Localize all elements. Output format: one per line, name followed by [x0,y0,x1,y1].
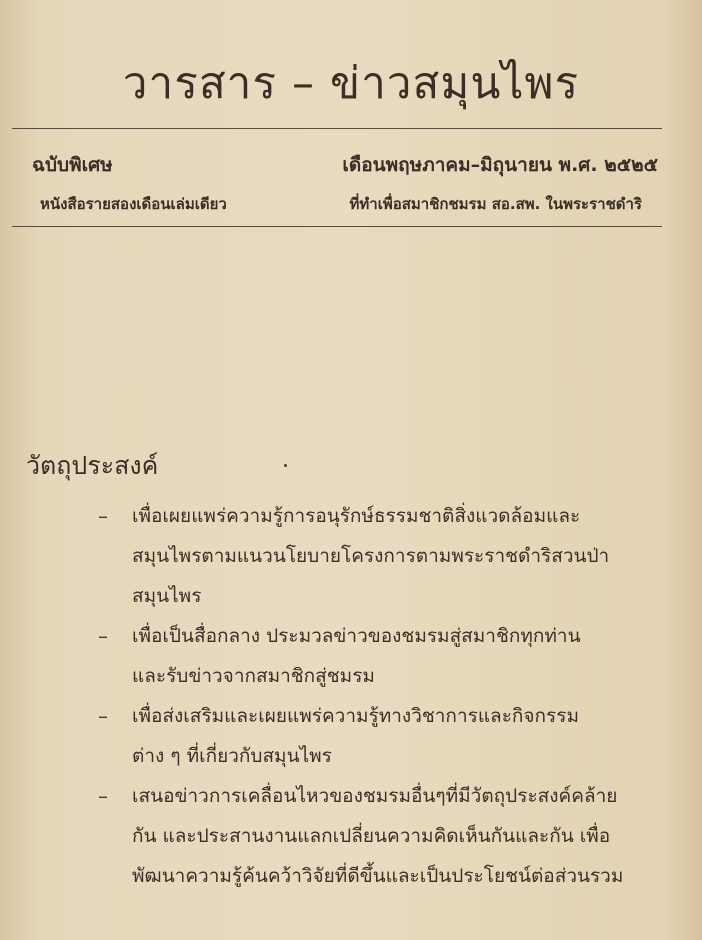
objective-item [0,696,702,776]
bullet-dash: – [98,784,108,808]
objectives-heading: วัตถุประสงค์ [26,451,159,480]
header-bottom-rule [12,226,662,227]
objective-line: เพื่อเป็นสื่อกลาง ประมวลข่าวของชมรมสู่สมาชิกทุกท่าน [132,625,581,647]
objective-line: เสนอข่าวการเคลื่อนไหวของชมรมอื่นๆที่มีวัตถุประสงค์คล้าย [132,785,618,807]
objective-line: เพื่อเผยแพร่ความรู้การอนุรักษ์ธรรมชาติสิ่งแวดล้อมและ [132,505,581,527]
publication-info-row [26,192,666,216]
newsletter-title: วารสาร – ข่าวสมุนไพร [122,58,580,109]
issue-date: เดือนพฤษภาคม–มิถุนายน พ.ศ. ๒๕๒๕ [342,154,658,176]
objective-item [0,496,702,616]
objective-line: สมุนไพรตามแนวนโยบายโครงการตามพระราชดำริสวนป่า [132,545,610,567]
bullet-dash: – [98,624,108,648]
frequency-note: หนังสือรายสองเดือนเล่มเดียว [40,195,227,213]
publisher-note: ที่ทำเพื่อสมาชิกชมรม สอ.สพ. ในพระราชดำริ [349,195,642,213]
bullet-dash: – [98,704,108,728]
objective-item [0,776,702,896]
objective-line: กัน และประสานงานแลกเปลี่ยนความคิดเห็นกันและกัน เพื่อ [132,825,611,847]
header-top-rule [12,128,662,129]
objective-line: พัฒนาความรู้ค้นคว้าวิจัยที่ดีขึ้นและเป็นประโยชน์ต่อส่วนรวม [132,865,624,887]
objectives-list [0,496,702,896]
objective-line: ต่าง ๆ ที่เกี่ยวกับสมุนไพร [132,745,332,767]
objective-line: และรับข่าวจากสมาชิกสู่ชมรม [132,665,375,687]
stray-mark [284,464,287,467]
objective-line: เพื่อส่งเสริมและเผยแพร่ความรู้ทางวิชาการและกิจกรรม [132,705,579,727]
bullet-dash: – [98,504,108,528]
issue-row [26,150,666,180]
edition-label: ฉบับพิเศษ [32,154,113,176]
objective-line: สมุนไพร [132,585,202,607]
objective-item [0,616,702,696]
